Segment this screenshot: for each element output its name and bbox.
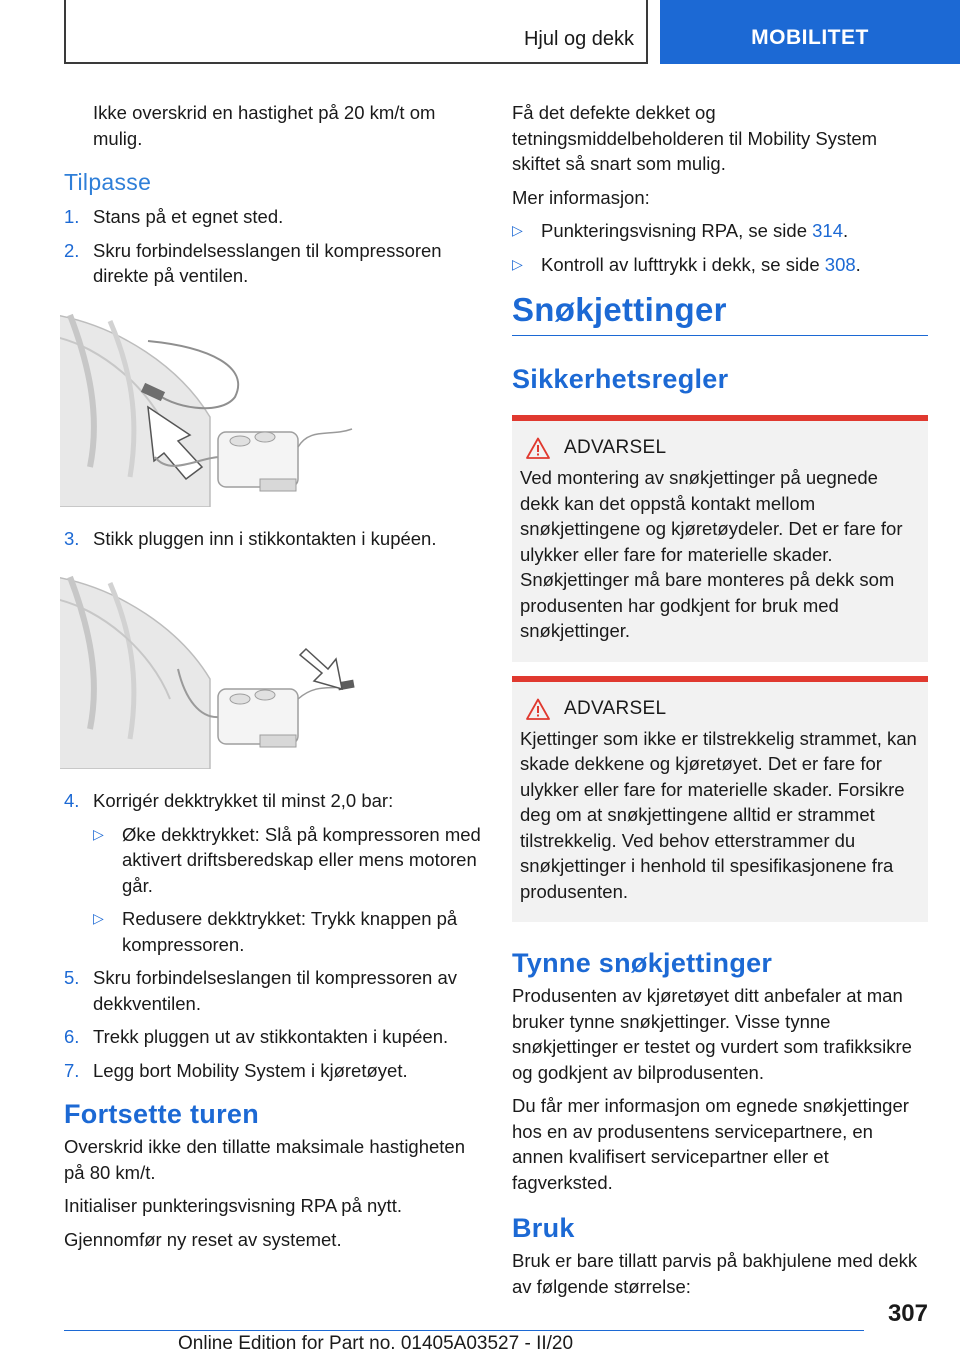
list-item: ▷ Kontroll av lufttrykk i dekk, se side 308.: [512, 252, 928, 278]
step-text: Stikk pluggen inn i stikkontakten i kupéen.: [93, 527, 437, 549]
list-item: ▷ Punkteringsvisning RPA, se side 314.: [512, 218, 928, 244]
header-chapter-tab: MOBILITET: [660, 0, 960, 64]
right-column: [512, 100, 928, 1307]
triangle-bullet-icon: ▷: [93, 825, 104, 842]
page-link-314[interactable]: 314: [812, 220, 843, 241]
steps-list-a: [64, 204, 484, 289]
warning-header: [520, 437, 922, 459]
page-number: 307: [887, 1300, 928, 1327]
tilpasse-heading: Tilpasse: [64, 169, 152, 195]
list-item: [64, 526, 484, 552]
warning-label: ADVARSEL: [564, 697, 667, 719]
step-number: 2.: [64, 239, 80, 261]
page-header: [0, 0, 960, 66]
step-text: Skru forbindelsesslangen til kompressoren direkte på ventilen.: [93, 239, 442, 286]
step-number: 3.: [64, 527, 80, 549]
reference-text: Punkteringsvisning RPA, se side: [541, 220, 813, 241]
warning-box-1: [512, 415, 928, 662]
left-column: [64, 100, 484, 1260]
sub-step-text: Redusere dekktrykket: Trykk knappen på kompressoren.: [122, 908, 458, 955]
replace-text: Få det defekte dekket og tetningsmiddelbeholderen til Mobility System skiftet så snart som mulig.: [512, 102, 878, 174]
warning-header: [520, 698, 922, 720]
list-item: [64, 204, 484, 230]
steps-list-3: [64, 526, 484, 552]
thin-chains-text-1: Produsenten av kjøretøyet ditt anbefaler at man bruker tynne snøkjettinger. Visse tynne snøkjettinger er testet og vurdert som trafikksikre og godkjent av bilprodusenten.: [512, 985, 912, 1083]
fortsette-heading: Fortsette turen: [64, 1099, 260, 1129]
intro-text: Ikke overskrid en hastighet på 20 km/t om mulig.: [93, 102, 436, 149]
sub-step-text: Øke dekktrykket: Slå på kompressoren med aktivert driftsberedskap eller mens motoren går.: [122, 823, 481, 896]
warning-box-2: [512, 676, 928, 923]
warning-text: Kjettinger som ikke er tilstrekkelig strammet, kan skade dekkene og kjøretøyet. Det er fare for ulykker eller fare for materielle skader. Forsikre deg om at snøkjettingene alltid er strammet tilstrekkelig. Ved behov etterstrammer du snøkjettinger i henhold til spesifikasjonene fra produsenten.: [520, 727, 917, 902]
reference-text: Kontroll av lufttrykk i dekk, se side: [541, 253, 825, 275]
list-item: [64, 238, 484, 289]
step-text: Skru forbindelseslangen til kompressoren av dekkventilen.: [93, 967, 458, 1014]
step-number: 5.: [64, 967, 80, 988]
step-number: 1.: [64, 206, 80, 227]
warning-triangle-icon: [526, 698, 550, 720]
list-item: [64, 965, 484, 1016]
triangle-bullet-icon: ▷: [93, 910, 104, 926]
fortsette-text-3: Gjennomfør ny reset av systemet.: [64, 1228, 342, 1250]
step-number: 4.: [64, 790, 80, 811]
sub-steps-list: [64, 822, 484, 958]
list-item: [93, 822, 484, 899]
illustration-compressor-plug: [60, 569, 360, 769]
step-number: 7.: [64, 1059, 80, 1081]
fortsette-text-2: Initialiser punkteringsvisning RPA på nytt.: [64, 1195, 402, 1216]
triangle-bullet-icon: ▷: [512, 222, 523, 238]
thin-chains-heading: Tynne snøkjettinger: [512, 948, 773, 978]
step-text: Korrigér dekktrykket til minst 2,0 bar:: [93, 790, 394, 811]
fortsette-text-1: Overskrid ikke den tillatte maksimale hastigheten på 80 km/t.: [64, 1136, 466, 1183]
step-number: 6.: [64, 1026, 80, 1047]
step-text: Legg bort Mobility System i kjøretøyet.: [93, 1059, 408, 1081]
snow-chains-heading: Snøkjettinger: [512, 291, 928, 336]
footer-divider: [64, 1330, 864, 1331]
warning-triangle-icon: [526, 437, 550, 459]
reference-list: [512, 218, 928, 277]
warning-text: Ved montering av snøkjettinger på uegnede dekk kan det oppstå kontakt mellom snøkjettingene og kjøretøydeler. Det er fare for ulykker eller fare for materielle skader. Snøkjettinger må bare monteres på dekk som produsenten har godkjent for bruk med snøkjettinger.: [520, 467, 903, 641]
step-text: Stans på et egnet sted.: [93, 206, 284, 227]
header-section-title: Hjul og dekk: [523, 28, 634, 50]
step-text: Trekk pluggen ut av stikkontakten i kupéen.: [93, 1026, 449, 1047]
illustration-compressor-valve: [60, 307, 360, 507]
header-section-box: [64, 0, 648, 64]
page-link-308[interactable]: 308: [824, 253, 856, 275]
steps-list-b: [64, 965, 484, 1083]
safety-rules-heading: Sikkerhetsregler: [512, 364, 729, 394]
warning-label: ADVARSEL: [564, 437, 667, 458]
triangle-bullet-icon: ▷: [512, 255, 523, 272]
use-text: Bruk er bare tillatt parvis på bakhjulene med dekk av følgende størrelse:: [512, 1250, 918, 1297]
thin-chains-text-2: Du får mer informasjon om egnede snøkjettinger hos en av produsentens servicepartnere, en annen kvalifisert servicepartner eller et fagverksted.: [512, 1095, 909, 1193]
list-item: [93, 906, 484, 957]
list-item: [64, 1024, 484, 1050]
use-heading: Bruk: [512, 1213, 575, 1243]
list-item: [64, 1058, 484, 1084]
steps-list-4: [64, 788, 484, 814]
more-info-text: Mer informasjon:: [512, 186, 650, 208]
list-item: [64, 788, 484, 814]
footer-edition-text: Online Edition for Part no. 01405A03527 - II/20: [178, 1333, 574, 1354]
